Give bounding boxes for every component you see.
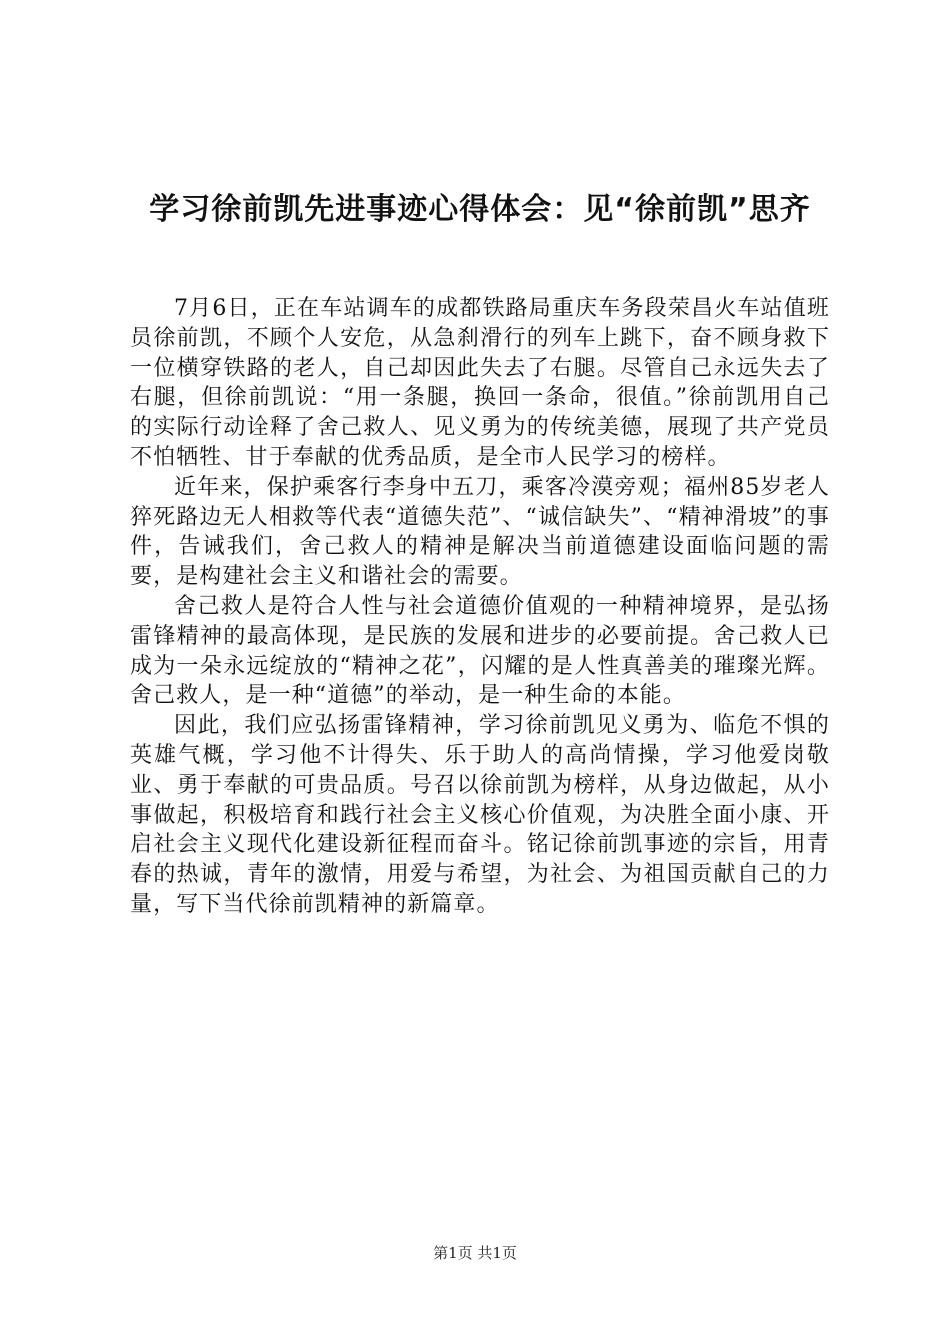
paragraph: 近年来，保护乘客行李身中五刀，乘客冷漠旁观；福州85岁老人猝死路边无人相救等代表“道德失范”、“诚信缺失”、“精神滑坡”的事件，告诫我们，舍己救人的精神是解决当前道德建设面临问题的需要，是构建社会主义和谐社会的需要。 — [130, 474, 830, 590]
page-footer: 第1页 共1页 — [433, 1244, 517, 1262]
document-body — [130, 294, 830, 920]
paragraph: 因此，我们应弘扬雷锋精神，学习徐前凯见义勇为、临危不惧的英雄气概，学习他不计得失、乐于助人的高尚情操，学习他爱岗敬业、勇于奉献的可贵品质。号召以徐前凯为榜样，从身边做起，从小事做起，积极培育和践行社会主义核心价值观，为决胜全面小康、开启社会主义现代化建设新征程而奋斗。铭记徐前凯事迹的宗旨，用青春的热诚，青年的激情，用爱与希望，为社会、为祖国贡献自己的力量，写下当代徐前凯精神的新篇章。 — [130, 713, 830, 917]
paragraph: 7月6日，正在车站调车的成都铁路局重庆车务段荣昌火车站值班员徐前凯，不顾个人安危，从急刹滑行的列车上跳下，奋不顾身救下一位横穿铁路的老人，自己却因此失去了右腿。尽管自己永远失去了右腿，但徐前凯说：“用一条腿，换回一条命，很值。”徐前凯用自己的实际行动诠释了舍己救人、见义勇为的传统美德，展现了共产党员不怕牺牲、甘于奉献的优秀品质，是全市人民学习的榜样。 — [130, 296, 830, 470]
document-title: 学习徐前凯先进事迹心得体会：见“徐前凯”思齐 — [149, 192, 811, 227]
paragraph: 舍己救人是符合人性与社会道德价值观的一种精神境界，是弘扬雷锋精神的最高体现，是民族的发展和进步的必要前提。舍己救人已成为一朵永远绽放的“精神之花”，闪耀的是人性真善美的璀璨光辉。舍己救人，是一种“道德”的举动，是一种生命的本能。 — [130, 593, 830, 709]
